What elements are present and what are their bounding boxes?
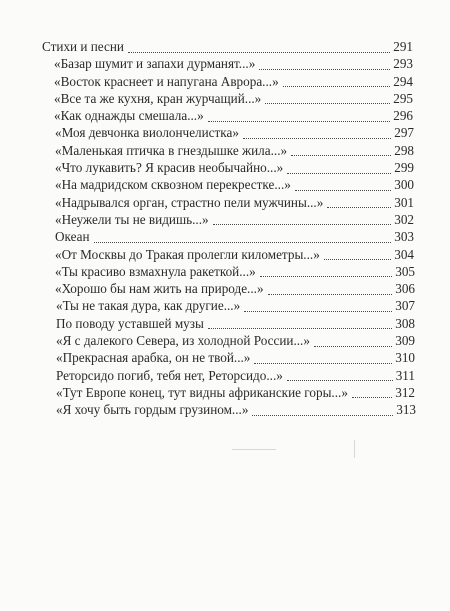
toc-entry bbox=[0, 55, 450, 72]
toc-entry-title: «Как однажды смешала...» bbox=[54, 108, 204, 124]
toc-entry-leader-dots bbox=[265, 102, 390, 104]
toc-entry bbox=[0, 228, 450, 245]
toc-entry-leader-dots bbox=[287, 172, 391, 174]
toc-entry-page-number: 308 bbox=[395, 315, 415, 331]
toc-entry bbox=[0, 297, 450, 314]
toc-entry-page-number: 305 bbox=[395, 263, 415, 279]
toc-entry-title: «Маленькая птичка в гнездышке жила...» bbox=[55, 142, 288, 158]
toc-entry bbox=[0, 124, 450, 141]
toc-entry-title: «Восток краснеет и напугана Аврора...» bbox=[54, 73, 279, 89]
toc-entry-title: Океан bbox=[55, 229, 90, 245]
toc-entry-page-number: 301 bbox=[394, 194, 414, 210]
toc-entry-page-number: 291 bbox=[393, 39, 413, 54]
toc-entry-page-number: 299 bbox=[394, 160, 414, 176]
toc-entry bbox=[0, 38, 450, 55]
toc-entry-leader-dots bbox=[243, 137, 391, 139]
toc-entry-page-number: 297 bbox=[394, 125, 414, 141]
toc-entry bbox=[0, 280, 450, 297]
toc-entry-page-number: 307 bbox=[395, 298, 415, 314]
toc-entry-title: «Хорошо бы нам жить на природе...» bbox=[55, 281, 264, 297]
toc-entry-page-number: 294 bbox=[393, 73, 413, 89]
toc-entry bbox=[0, 142, 450, 159]
toc-entry bbox=[0, 263, 450, 280]
toc-entry-leader-dots bbox=[268, 293, 392, 295]
toc-entry bbox=[0, 332, 450, 349]
toc-entry-page-number: 296 bbox=[393, 108, 413, 124]
toc-entry bbox=[0, 176, 450, 193]
toc-entry bbox=[0, 384, 450, 401]
toc-entry-page-number: 312 bbox=[395, 384, 415, 400]
toc-entry-page-number: 302 bbox=[394, 211, 414, 227]
toc-entry-leader-dots bbox=[283, 85, 390, 87]
toc-entry-title: «Надрывался орган, страстно пели мужчины...» bbox=[55, 194, 324, 210]
toc-entry bbox=[0, 315, 450, 332]
toc-entry-title: «Моя девчонка виолончелистка» bbox=[55, 125, 239, 141]
toc-entry bbox=[0, 401, 450, 418]
toc-entry-title: По поводу уставшей музы bbox=[56, 315, 204, 331]
toc-entry-page-number: 304 bbox=[394, 246, 414, 262]
toc-entry-leader-dots bbox=[314, 345, 392, 347]
toc-entry-leader-dots bbox=[213, 223, 391, 225]
toc-entry bbox=[0, 90, 450, 107]
toc-entry bbox=[0, 73, 450, 90]
toc-entry-title: «Я с далекого Севера, из холодной России...» bbox=[56, 333, 310, 349]
toc-entry-title: Реторсидо погиб, тебя нет, Реторсидо...» bbox=[56, 367, 283, 383]
toc-entry-leader-dots bbox=[244, 310, 392, 312]
toc-entry-leader-dots bbox=[208, 120, 390, 122]
table-of-contents bbox=[0, 38, 450, 419]
toc-entry-leader-dots bbox=[128, 51, 390, 53]
toc-entry-page-number: 310 bbox=[395, 350, 415, 366]
toc-entry-page-number: 306 bbox=[395, 281, 415, 297]
toc-entry bbox=[0, 159, 450, 176]
toc-entry-title: «Тут Европе конец, тут видны африканские горы...» bbox=[56, 384, 348, 400]
toc-entry bbox=[0, 194, 450, 211]
toc-entry-leader-dots bbox=[254, 362, 392, 364]
toc-entry-page-number: 313 bbox=[396, 402, 416, 418]
toc-entry-page-number: 293 bbox=[393, 56, 413, 72]
toc-entry-title: «Базар шумит и запахи дурманят...» bbox=[54, 56, 256, 72]
toc-entry-page-number: 300 bbox=[394, 177, 414, 193]
toc-entry-leader-dots bbox=[291, 154, 391, 156]
toc-entry-title: «Все та же кухня, кран журчащий...» bbox=[54, 90, 262, 106]
toc-entry-leader-dots bbox=[324, 258, 391, 260]
toc-entry-title: «Неужели ты не видишь...» bbox=[55, 211, 209, 227]
toc-entry-title: «Что лукавить? Я красив необычайно...» bbox=[55, 160, 284, 176]
toc-entry bbox=[0, 367, 450, 384]
toc-entry-page-number: 311 bbox=[395, 367, 415, 383]
toc-entry-page-number: 298 bbox=[394, 142, 414, 158]
toc-entry-leader-dots bbox=[252, 414, 393, 416]
toc-entry-title: «На мадридском сквозном перекрестке...» bbox=[55, 177, 291, 193]
toc-entry bbox=[0, 246, 450, 263]
toc-entry-leader-dots bbox=[295, 189, 391, 191]
toc-entry-page-number: 303 bbox=[394, 229, 414, 245]
toc-entry-title: «Ты красиво взмахнула ракеткой...» bbox=[55, 263, 256, 279]
toc-entry-leader-dots bbox=[94, 241, 391, 243]
toc-entry-leader-dots bbox=[260, 275, 392, 277]
toc-entry-title: «Ты не такая дура, как другие...» bbox=[56, 298, 241, 314]
toc-entry-leader-dots bbox=[327, 206, 391, 208]
toc-entry-page-number: 309 bbox=[395, 333, 415, 349]
toc-entry-title: «Я хочу быть гордым грузином...» bbox=[56, 402, 249, 418]
toc-entry bbox=[0, 211, 450, 228]
toc-entry-leader-dots bbox=[259, 68, 390, 70]
toc-entry bbox=[0, 107, 450, 124]
toc-entry-leader-dots bbox=[352, 396, 392, 398]
toc-entry-title: «Прекрасная арабка, он не твой...» bbox=[56, 350, 251, 366]
toc-entry-leader-dots bbox=[287, 379, 393, 381]
toc-entry bbox=[0, 349, 450, 366]
faint-mark-vertical bbox=[354, 440, 355, 458]
toc-entry-title: Стихи и песни bbox=[42, 39, 124, 54]
toc-entry-leader-dots bbox=[208, 327, 392, 329]
faint-mark-horizontal bbox=[232, 449, 276, 450]
toc-entry-page-number: 295 bbox=[393, 90, 413, 106]
toc-entry-title: «От Москвы до Тракая пролегли километры...» bbox=[55, 246, 320, 262]
